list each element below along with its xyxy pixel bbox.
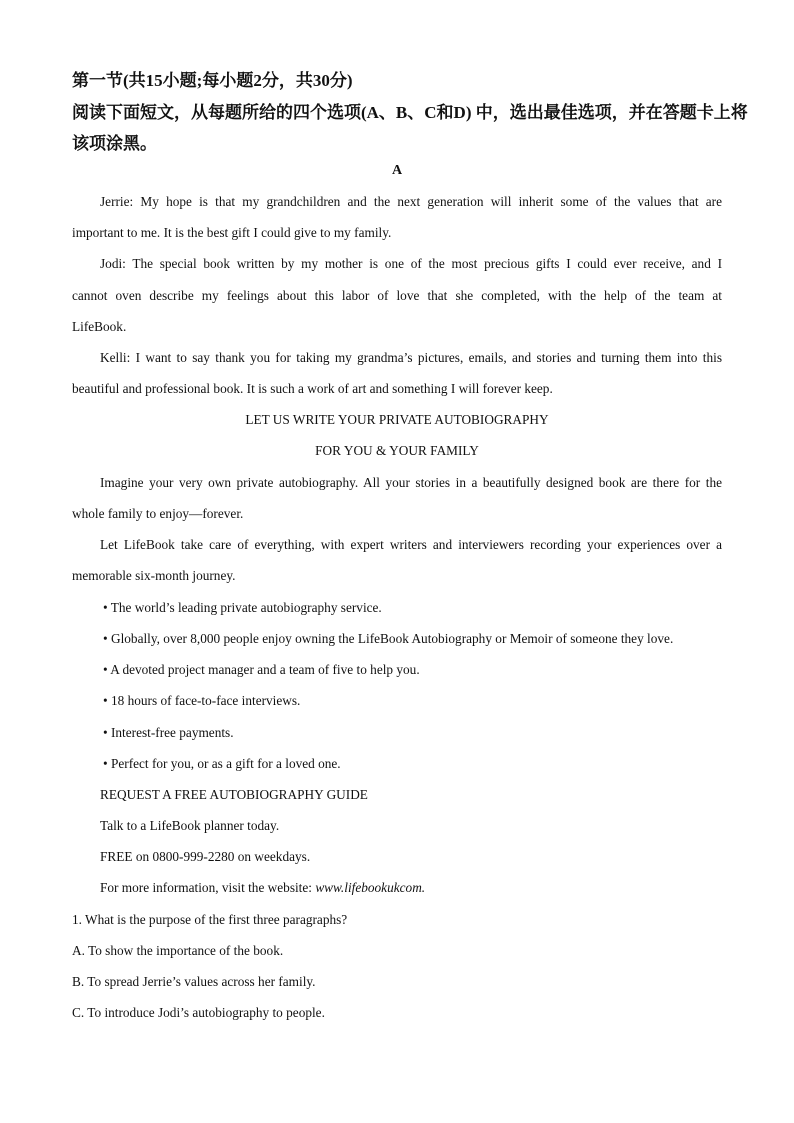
testimonial-jodi-line-1: Jodi: The special book written by my mother is one of the most precious gifts I could ever receive, and I	[100, 256, 722, 271]
option-a[interactable]: A. To show the importance of the book.	[72, 943, 284, 958]
bullet-item: • The world’s leading private autobiography service.	[103, 600, 382, 615]
instruction-line-2: 该项涂黑。	[72, 134, 157, 153]
passage-label: A	[391, 163, 403, 178]
website-link[interactable]: www.lifebookukcom.	[315, 880, 426, 895]
testimonial-jodi-line-2: cannot oven describe my feelings about this labor of love that she completed, with the help of the team at	[72, 288, 722, 303]
info-line	[100, 880, 425, 896]
option-c[interactable]: C. To introduce Jodi’s autobiography to people.	[72, 1005, 325, 1020]
bullet-item: • 18 hours of face-to-face interviews.	[103, 693, 301, 708]
ad-title-line-2: FOR YOU & YOUR FAMILY	[315, 443, 479, 458]
section-title: 第一节(共15小题;每小题2分，共30分)	[72, 71, 353, 90]
ad-title-line-1: LET US WRITE YOUR PRIVATE AUTOBIOGRAPHY	[245, 412, 549, 427]
bullet-item: • Globally, over 8,000 people enjoy owning the LifeBook Autobiography or Memoir of someone they love.	[103, 631, 674, 646]
option-b[interactable]: B. To spread Jerrie’s values across her family.	[72, 974, 316, 989]
bullet-item: • Perfect for you, or as a gift for a loved one.	[103, 756, 341, 771]
testimonial-kelli-line-2: beautiful and professional book. It is such a work of art and something I will forever keep.	[72, 381, 553, 396]
bullet-item: • A devoted project manager and a team of five to help you.	[103, 662, 420, 677]
question-stem: 1. What is the purpose of the first three paragraphs?	[72, 912, 348, 927]
testimonial-jodi-line-3: LifeBook.	[72, 319, 127, 334]
instruction-line-1: 阅读下面短文，从每题所给的四个选项(A、B、C和D) 中，选出最佳选项，并在答题卡上将	[72, 103, 748, 122]
testimonial-jerrie-line-2: important to me. It is the best gift I could give to my family.	[72, 225, 392, 240]
para-imagine-line-1: Imagine your very own private autobiography. All your stories in a beautifully designed book are there for the	[100, 475, 722, 490]
para-imagine-line-2: whole family to enjoy—forever.	[72, 506, 244, 521]
testimonial-kelli-line-1: Kelli: I want to say thank you for taking my grandma’s pictures, emails, and stories and turning them into this	[100, 350, 722, 365]
talk-planner-line: Talk to a LifeBook planner today.	[100, 818, 280, 833]
para-lifebook-line-2: memorable six-month journey.	[72, 568, 236, 583]
testimonial-jerrie-line-1: Jerrie: My hope is that my grandchildren and the next generation will inherit some of the values that are	[100, 194, 722, 209]
bullet-item: • Interest-free payments.	[103, 725, 234, 740]
info-prefix: For more information, visit the website:	[100, 880, 316, 895]
phone-line: FREE on 0800-999-2280 on weekdays.	[100, 849, 311, 864]
request-guide-line: REQUEST A FREE AUTOBIOGRAPHY GUIDE	[100, 787, 368, 802]
para-lifebook-line-1: Let LifeBook take care of everything, with expert writers and interviewers recording your experiences over a	[100, 537, 722, 552]
